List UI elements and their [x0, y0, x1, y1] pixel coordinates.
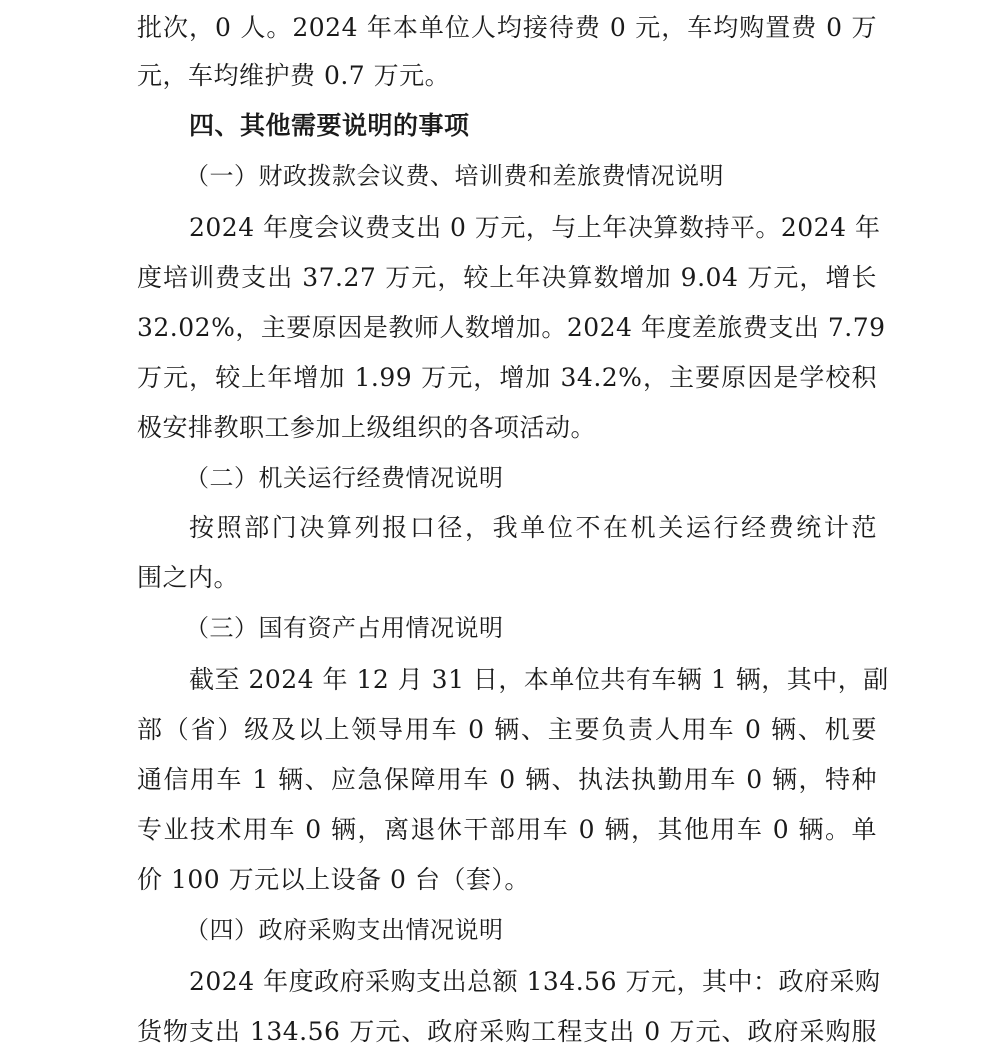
subsection-heading: （一）财政拨款会议费、培训费和差旅费情况说明: [185, 162, 724, 190]
paragraph-line: 部（省）级及以上领导用车 0 辆、主要负责人用车 0 辆、机要: [137, 715, 877, 744]
paragraph-line: 批次，0 人。2024 年本单位人均接待费 0 元，车均购置费 0 万: [137, 13, 877, 42]
paragraph-line: 截至 2024 年 12 月 31 日，本单位共有车辆 1 辆，其中，副: [189, 665, 889, 694]
paragraph-line: 万元，较上年增加 1.99 万元，增加 34.2%，主要原因是学校积: [137, 363, 877, 392]
subsection-heading: （二）机关运行经费情况说明: [185, 464, 504, 492]
paragraph-line: 度培训费支出 37.27 万元，较上年决算数增加 9.04 万元，增长: [137, 263, 877, 292]
paragraph-line: 极安排教职工参加上级组织的各项活动。: [137, 413, 597, 442]
section-heading: 四、其他需要说明的事项: [189, 111, 470, 140]
paragraph-line: 专业技术用车 0 辆，离退休干部用车 0 辆，其他用车 0 辆。单: [137, 815, 877, 844]
paragraph-line: 围之内。: [137, 563, 240, 592]
paragraph-line: 按照部门决算列报口径，我单位不在机关运行经费统计范: [189, 513, 877, 542]
paragraph-line: 通信用车 1 辆、应急保障用车 0 辆、执法执勤用车 0 辆，特种: [137, 765, 877, 794]
subsection-heading: （三）国有资产占用情况说明: [185, 614, 504, 642]
paragraph-line: 2024 年度会议费支出 0 万元，与上年决算数持平。2024 年: [189, 213, 881, 242]
paragraph-line: 32.02%，主要原因是教师人数增加。2024 年度差旅费支出 7.79: [137, 313, 886, 342]
subsection-heading: （四）政府采购支出情况说明: [185, 916, 504, 944]
paragraph-line: 元，车均维护费 0.7 万元。: [137, 61, 451, 90]
paragraph-line: 价 100 万元以上设备 0 台（套）。: [137, 865, 530, 894]
paragraph-line: 货物支出 134.56 万元、政府采购工程支出 0 万元、政府采购服: [137, 1017, 877, 1046]
paragraph-line: 2024 年度政府采购支出总额 134.56 万元，其中：政府采购: [189, 967, 881, 996]
